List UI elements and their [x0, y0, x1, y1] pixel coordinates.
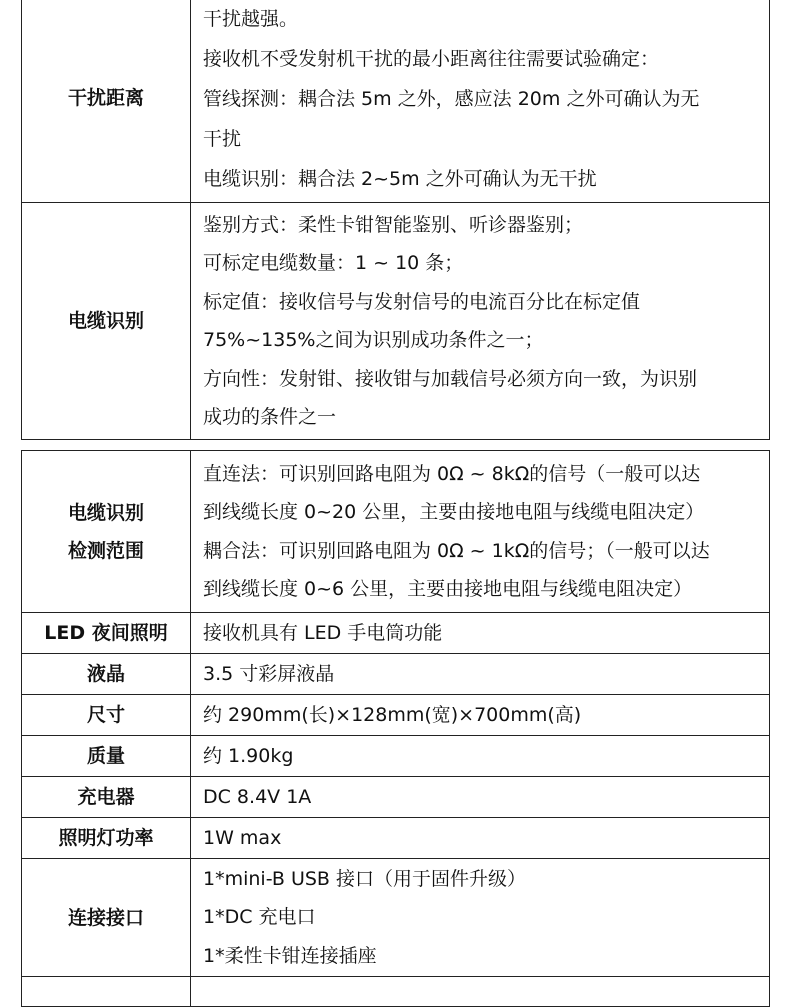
- value-line: 干扰: [203, 127, 242, 150]
- table-row-dimensions: [22, 695, 770, 736]
- value-line: 接收机具有 LED 手电筒功能: [203, 622, 443, 644]
- row-value: [191, 736, 770, 777]
- row-value: [191, 777, 770, 818]
- row-value: [191, 203, 770, 440]
- table-row-cable-identification: [22, 203, 770, 440]
- table-row-light-power: [22, 818, 770, 859]
- row-label-line: 质量: [86, 745, 125, 767]
- value-line: 可标定电缆数量：1 ~ 10 条；: [203, 252, 464, 274]
- table-row-cut-off: [22, 977, 770, 1007]
- value-line: 电缆识别：耦合法 2~5m 之外可确认为无干扰: [203, 167, 597, 190]
- table-row-lcd: [22, 654, 770, 695]
- value-line: 3.5 寸彩屏液晶: [203, 663, 335, 685]
- row-label-line: 电缆识别: [67, 310, 144, 332]
- value-line: DC 8.4V 1A: [203, 786, 312, 808]
- spec-table-bottom: [21, 450, 770, 1007]
- row-label: [22, 818, 191, 859]
- value-line: 成功的条件之一: [203, 406, 337, 428]
- row-label: [22, 777, 191, 818]
- row-value: [191, 695, 770, 736]
- value-line: 方向性：发射钳、接收钳与加载信号必须方向一致，为识别: [203, 367, 698, 390]
- value-line: 到线缆长度 0~6 公里，主要由接地电阻与线缆电阻决定）: [203, 578, 693, 600]
- row-label: [22, 203, 191, 440]
- table-row-charger: [22, 777, 770, 818]
- table-row-led-lighting: [22, 613, 770, 654]
- row-value: [191, 0, 770, 203]
- row-label-line: LED 夜间照明: [44, 622, 168, 644]
- row-label: [22, 451, 191, 613]
- row-label: [22, 859, 191, 977]
- value-line: 耦合法：可识别回路电阻为 0Ω ~ 1kΩ的信号；（一般可以达: [203, 539, 710, 562]
- value-line: 约 1.90kg: [203, 745, 294, 767]
- row-label-line: 液晶: [86, 663, 125, 685]
- table-row-interference-distance: [22, 0, 770, 203]
- table-row-interfaces: [22, 859, 770, 977]
- row-value: [191, 859, 770, 977]
- value-line: 标定值：接收信号与发射信号的电流百分比在标定值: [203, 290, 641, 313]
- value-line: 直连法：可识别回路电阻为 0Ω ~ 8kΩ的信号（一般可以达: [203, 462, 701, 485]
- row-label: [22, 0, 191, 203]
- row-label: [22, 695, 191, 736]
- table-row-weight: [22, 736, 770, 777]
- row-value: [191, 654, 770, 695]
- row-value: [191, 451, 770, 613]
- row-label-line: 充电器: [77, 786, 135, 808]
- row-label-line: 连接接口: [67, 906, 144, 929]
- row-value: [191, 977, 770, 1007]
- value-line: 接收机不受发射机干扰的最小距离往往需要试验确定：: [203, 47, 660, 70]
- row-label-line: 检测范围: [67, 539, 144, 562]
- value-line: 约 290mm(长)×128mm(宽)×700mm(高): [203, 704, 582, 726]
- value-line: 1*DC 充电口: [203, 906, 316, 929]
- row-value: [191, 613, 770, 654]
- row-label-line: 电缆识别: [67, 501, 144, 524]
- row-label: [22, 977, 191, 1007]
- value-line: 到线缆长度 0~20 公里，主要由接地电阻与线缆电阻决定）: [203, 501, 705, 523]
- row-label: [22, 613, 191, 654]
- value-line: 管线探测：耦合法 5m 之外，感应法 20m 之外可确认为无: [203, 87, 700, 110]
- value-line: 1W max: [203, 827, 282, 849]
- row-label: [22, 736, 191, 777]
- value-line: 1*柔性卡钳连接插座: [203, 944, 377, 967]
- table-row-detection-range: [22, 451, 770, 613]
- row-label-line: 尺寸: [86, 704, 125, 726]
- row-label-line: 照明灯功率: [58, 827, 154, 849]
- value-line: 干扰越强。: [203, 7, 299, 30]
- spec-table-top: [21, 0, 770, 440]
- row-value: [191, 818, 770, 859]
- row-label: [22, 654, 191, 695]
- row-label-line: 干扰距离: [67, 86, 144, 109]
- value-line: 1*mini-B USB 接口（用于固件升级）: [203, 867, 526, 890]
- value-line: 75%~135%之间为识别成功条件之一；: [203, 329, 544, 351]
- value-line: 鉴别方式：柔性卡钳智能鉴别、听诊器鉴别；: [203, 213, 584, 236]
